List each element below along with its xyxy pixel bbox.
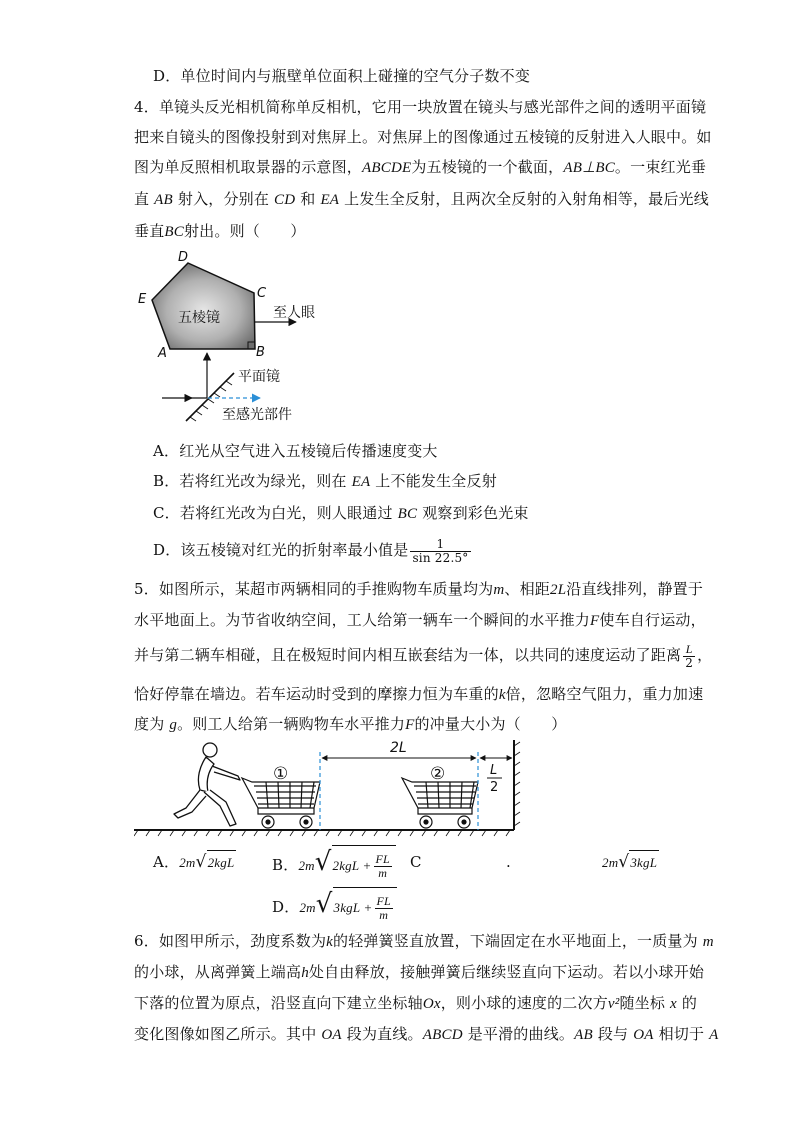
q4-l5-a: 垂直 — [134, 222, 165, 240]
q5-cart-figure — [134, 738, 524, 838]
q5-l3-fraction — [683, 643, 695, 670]
q5-l5-a: 度为 — [134, 715, 165, 733]
q4-text-line-2: 把来自镜头的图像投射到对焦屏上。对焦屏上的图像通过五棱镜的反射进入人眼中。如 — [134, 128, 712, 146]
q5-optb-num: FL — [375, 852, 390, 866]
q5-l4-b: k — [498, 687, 506, 703]
q5-text-line-2 — [134, 610, 706, 631]
q6-l4-a: 变化图像如图乙所示。其中 — [134, 1025, 317, 1043]
q4-optb-c: 上不能发生全反射 — [375, 472, 497, 490]
q4-optd-num: 1 — [410, 538, 470, 552]
q4-optb-a: B．若将红光改为绿光，则在 — [153, 472, 347, 490]
sensor-label: 至感光部件 — [222, 407, 292, 423]
q5-optd-fraction — [375, 895, 393, 922]
q6-l1-d: m — [702, 934, 714, 950]
q4-l4-g: 上发生全反射，且两次全反射的入射角相等，最后光线 — [344, 190, 709, 208]
q5-l5-b: g — [169, 717, 178, 733]
q6-l3-f: x — [670, 996, 677, 1012]
q4-l4-e: 和 — [300, 190, 316, 208]
sqrt-icon: √ — [195, 852, 207, 872]
q4-l3-c: 为五棱镜的一个截面， — [411, 158, 564, 176]
q6-l3-b: Ox — [422, 996, 441, 1012]
q6-l4-h: OA — [633, 1027, 654, 1043]
q6-l2-c: 处自由释放，接触弹簧后继续竖直向下运动。若以小球开始 — [308, 963, 705, 981]
q5-optb-den: m — [378, 866, 388, 880]
q4-l4-b: AB — [154, 192, 173, 208]
q4-optc-a: C．若将红光改为白光，则人眼通过 — [153, 504, 393, 522]
q4-l5-c: 射出。则（ ） — [183, 222, 306, 240]
q4-l3-b: ABCDE — [362, 160, 412, 176]
q6-l2-a: 的小球，从离弹簧上端高 — [134, 963, 302, 981]
q6-l4-i: 相切于 — [658, 1025, 705, 1043]
q4-l3-a: 图为单反照相机取景器的示意图， — [134, 158, 363, 176]
q5-l1-d: 2L — [550, 582, 567, 598]
q4-text-line-4 — [134, 189, 709, 210]
q5-optd-pre: 2m — [299, 900, 316, 915]
q4-text-line-5 — [134, 221, 306, 242]
cart-2-label: ② — [430, 764, 446, 784]
q4-optd-den: sin 22.5° — [412, 550, 469, 565]
q4-optc-b: BC — [397, 506, 418, 522]
q6-l4-j: A — [709, 1027, 719, 1043]
q5-l5-d: F — [405, 717, 415, 733]
q5-optd-den: m — [379, 908, 389, 922]
sqrt-icon: √ — [315, 889, 333, 919]
q5-l1-c: 、相距 — [504, 580, 551, 598]
worker-icon — [174, 743, 240, 826]
q5-l5-c: 。则工人给第一辆购物车水平推力 — [177, 715, 406, 733]
q4-text-line-1: 4．单镜头反光相机简称单反相机，它用一块放置在镜头与感光部件之间的透明平面镜 — [134, 98, 707, 116]
q4-option-d — [153, 536, 473, 565]
q5-l4-c: 倍，忽略空气阻力，重力加速 — [505, 685, 704, 703]
vertex-d: D — [178, 250, 189, 265]
dim-half-den: 2 — [490, 780, 499, 795]
q6-text-line-2 — [134, 962, 704, 983]
q4-l4-f: EA — [320, 192, 340, 208]
q5-optb-rad: 2kgL + — [332, 858, 372, 873]
q6-l3-e: 随坐标 — [619, 994, 666, 1012]
q4-l4-d: CD — [274, 192, 296, 208]
q6-l3-d: v² — [607, 996, 620, 1012]
q5-text-line-3 — [134, 638, 712, 672]
q4-option-a: A．红光从空气进入五棱镜后传播速度变大 — [153, 442, 438, 460]
q6-l1-b: k — [326, 934, 334, 950]
q5-l2-b: F — [590, 613, 600, 629]
dim-half-num: L — [490, 763, 498, 778]
q5-l2-c: 使车自行运动， — [599, 611, 706, 629]
vertex-a: A — [158, 346, 167, 361]
vertex-e: E — [138, 292, 147, 307]
q4-optb-b: EA — [351, 474, 371, 490]
q5-opta-rad: 2kgL — [207, 850, 237, 875]
q5-optc-rad: 3kgL — [629, 850, 659, 875]
prism-label: 五棱镜 — [178, 310, 220, 326]
vertex-b: B — [256, 345, 265, 360]
q6-l4-c: 段为直线。 — [346, 1025, 423, 1043]
q6-l2-b: h — [301, 965, 309, 981]
q6-l3-c: ，则小球的速度的二次方 — [440, 994, 608, 1012]
q5-l3-a: 并与第二辆车相碰，且在极短时间内相互嵌套结为一体，以共同的速度运动了距离 — [134, 646, 682, 664]
q6-l4-d: ABCD — [422, 1027, 463, 1043]
q4-l3-d: AB⊥BC — [563, 160, 615, 176]
q4-option-b — [153, 471, 497, 492]
eye-label: 至人眼 — [273, 305, 315, 321]
q4-optd-fraction — [410, 538, 470, 565]
q5-opta-pre: 2m — [179, 855, 196, 870]
q5-option-c-label: C — [410, 853, 422, 871]
q5-l5-e: 的冲量大小为（ ） — [414, 715, 567, 733]
cart-2-wheels — [420, 816, 470, 828]
q6-l1-a: 6．如图甲所示，劲度系数为 — [134, 932, 327, 950]
q5-text-line-5 — [134, 714, 566, 735]
q5-option-d — [272, 884, 397, 929]
q5-l3-num: L — [683, 643, 695, 657]
sqrt-icon: √ — [314, 847, 332, 877]
q5-opta-label: A． — [153, 853, 180, 871]
q4-pentaprism-figure — [130, 245, 350, 430]
q5-l1-a: 5．如图所示，某超市两辆相同的手推购物车质量均为 — [134, 580, 494, 598]
q5-option-a — [153, 850, 236, 875]
q4-optc-c: 观察到彩色光束 — [422, 504, 529, 522]
q4-l4-c: 射入，分别在 — [177, 190, 270, 208]
q6-l4-g: 段与 — [597, 1025, 629, 1043]
q6-l3-a: 下落的位置为原点，沿竖直向下建立坐标轴 — [134, 994, 423, 1012]
q5-optb-pre: 2m — [298, 858, 315, 873]
q4-text-line-3 — [134, 157, 706, 178]
q6-text-line-3 — [134, 993, 697, 1014]
cart-1-label: ① — [273, 764, 289, 784]
q5-option-c-dot: . — [506, 853, 511, 871]
q5-l2-a: 水平地面上。为节省收纳空间，工人给第一辆车一个瞬间的水平推力 — [134, 611, 591, 629]
q4-option-c — [153, 503, 529, 524]
q5-l1-e: 沿直线排列，静置于 — [566, 580, 704, 598]
cart-1-wheels — [262, 816, 312, 828]
q5-optb-label: B． — [272, 856, 299, 874]
q6-l3-g: 的 — [681, 994, 698, 1012]
q5-optd-num: FL — [376, 894, 391, 908]
q6-l1-c: 的轻弹簧竖直放置，下端固定在水平地面上，一质量为 — [333, 932, 698, 950]
vertex-c: C — [257, 286, 267, 301]
q5-l3-den: 2 — [685, 655, 694, 670]
q5-optc-pre: 2m — [602, 855, 619, 870]
q5-option-b — [272, 842, 396, 887]
q5-text-line-4 — [134, 684, 703, 705]
q5-optd-label: D． — [272, 898, 300, 916]
q4-l3-e: 。一束红光垂 — [614, 158, 707, 176]
q5-text-line-1 — [134, 579, 703, 600]
q5-l3-end: ， — [697, 646, 713, 664]
q5-l1-b: m — [493, 582, 505, 598]
dim-2L-label: 2L — [390, 740, 407, 756]
q6-text-line-4 — [134, 1024, 719, 1045]
q4-l5-b: BC — [164, 224, 184, 240]
pentaprism-shape — [152, 263, 255, 349]
q6-l4-e: 是平滑的曲线。 — [467, 1025, 575, 1043]
q5-optb-fraction — [374, 853, 392, 880]
q5-l4-a: 恰好停靠在墙边。若车运动时受到的摩擦力恒为车重的 — [134, 685, 499, 703]
q6-l4-b: OA — [321, 1027, 342, 1043]
q4-l4-a: 直 — [134, 190, 150, 208]
q6-l4-f: AB — [574, 1027, 593, 1043]
q5-optb-radicand — [332, 845, 396, 887]
q4-optd-a: D．该五棱镜对红光的折射率最小值是 — [153, 541, 409, 559]
q5-optd-radicand — [333, 887, 397, 929]
mirror-label: 平面镜 — [238, 369, 280, 385]
q5-option-c-value — [602, 850, 659, 875]
q3-option-d: D．单位时间内与瓶壁单位面积上碰撞的空气分子数不变 — [153, 67, 531, 85]
q5-optd-rad: 3kgL + — [333, 900, 373, 915]
sqrt-icon: √ — [618, 852, 630, 872]
q6-text-line-1 — [134, 931, 714, 952]
